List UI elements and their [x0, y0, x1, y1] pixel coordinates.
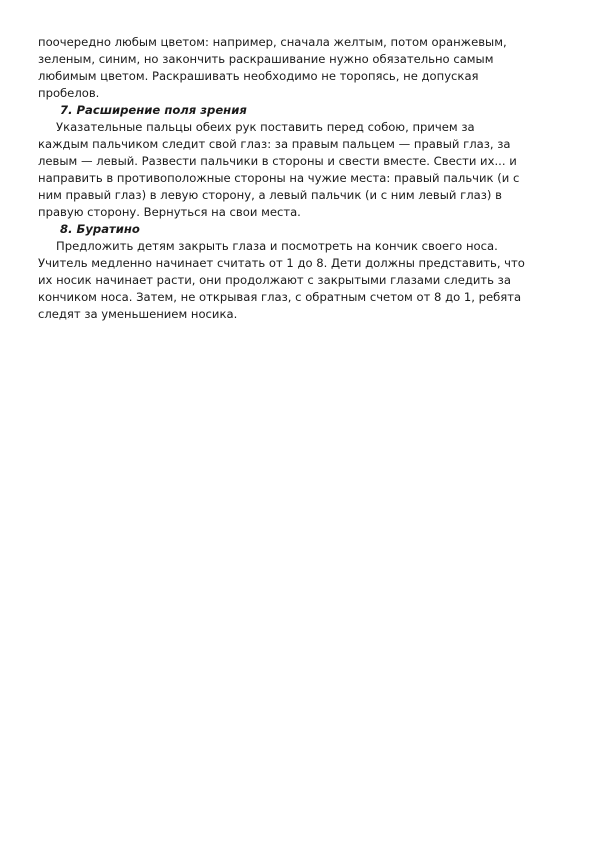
- text-line: поочередно любым цветом: например, сначала желтым, потом оранжевым,: [38, 35, 507, 49]
- text-line: ним правый глаз) в левую сторону, а левый пальчик (и с ним левый глаз) в: [38, 188, 502, 202]
- text-line: зеленым, синим, но закончить раскрашивание нужно обязательно самым: [38, 52, 494, 66]
- section-7-paragraph: [38, 119, 558, 221]
- section-8-paragraph: [38, 238, 558, 323]
- text-line: кончиком носа. Затем, не открывая глаз, с обратным счетом от 8 до 1, ребята: [38, 290, 522, 304]
- document-body: [38, 34, 558, 323]
- section-7-heading: 7. Расширение поля зрения: [60, 103, 247, 117]
- text-line: их носик начинает расти, они продолжают с закрытыми глазами следить за: [38, 273, 511, 287]
- text-line: Учитель медленно начинает считать от 1 до 8. Дети должны представить, что: [38, 256, 525, 270]
- text-line: Указательные пальцы обеих рук поставить перед собою, причем за: [56, 120, 475, 134]
- text-line: любимым цветом. Раскрашивать необходимо не торопясь, не допуская: [38, 69, 479, 83]
- text-line: Предложить детям закрыть глаза и посмотреть на кончик своего носа.: [56, 239, 498, 253]
- text-line: направить в противоположные стороны на чужие места: правый пальчик (и с: [38, 171, 520, 185]
- text-line: левым — левый. Развести пальчики в стороны и свести вместе. Свести их... и: [38, 154, 517, 168]
- text-line: следят за уменьшением носика.: [38, 307, 238, 321]
- intro-paragraph: [38, 34, 558, 102]
- text-line: каждым пальчиком следит свой глаз: за правым пальцем — правый глаз, за: [38, 137, 511, 151]
- section-8-heading: 8. Буратино: [60, 222, 140, 236]
- text-line: правую сторону. Вернуться на свои места.: [38, 205, 301, 219]
- text-line: пробелов.: [38, 86, 100, 100]
